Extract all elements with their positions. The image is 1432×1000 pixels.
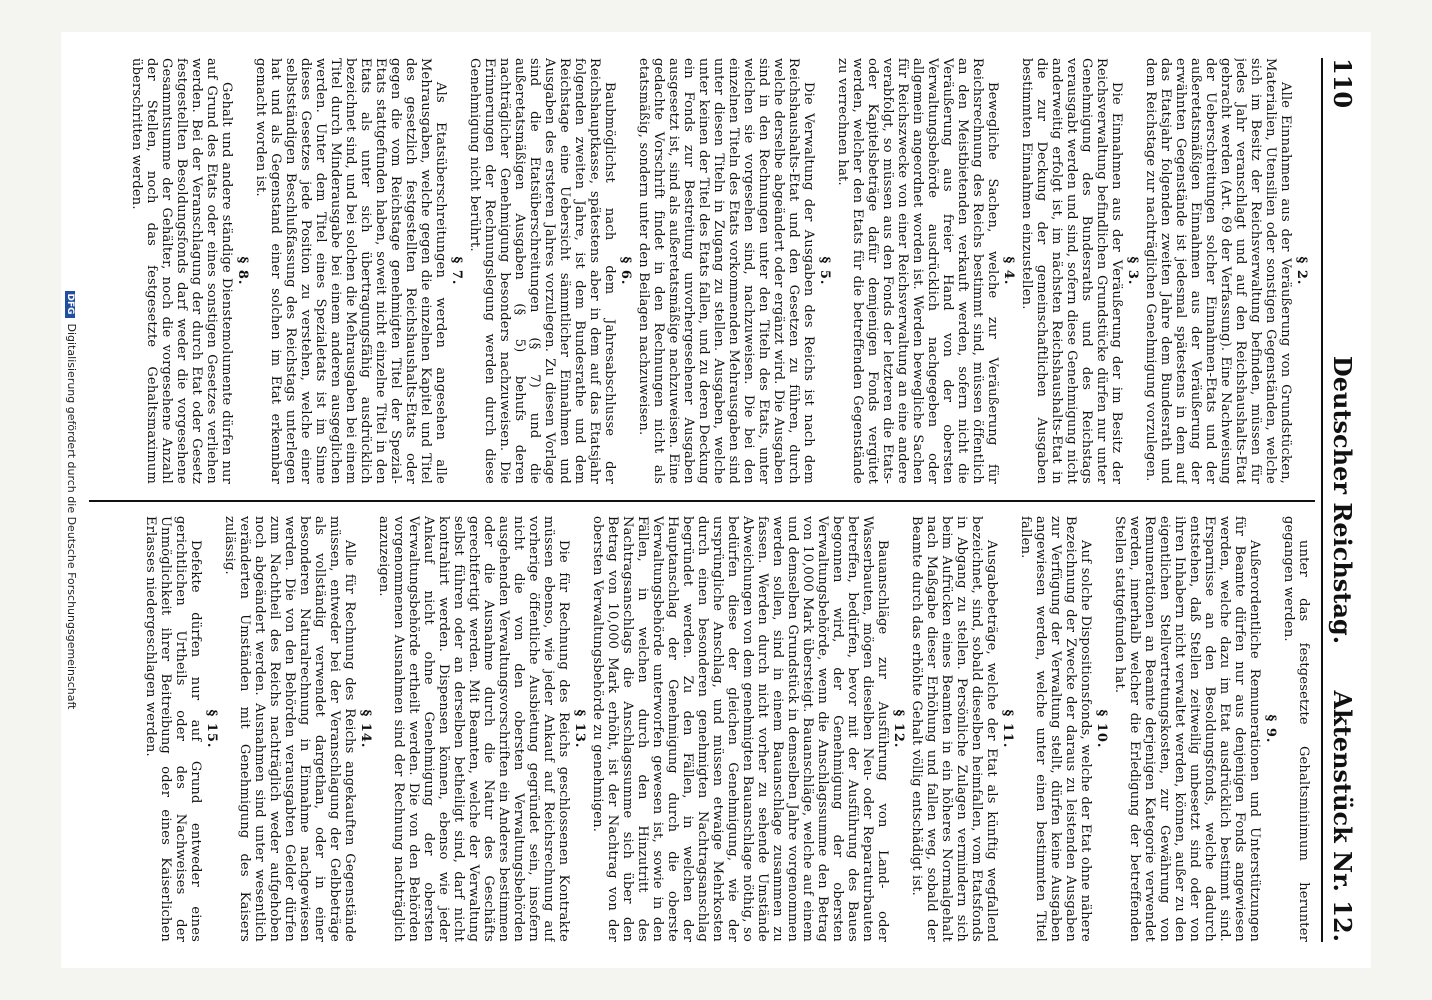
right-column [89,516,1311,942]
section-text: Alle für Rechnung des Reichs angekauften Gegenstände müssen, entweder bei der Veranschlagung der Gelbbeträge als vollständig verwendet dargethan, oder in einer besonderen Naturalrechnung in Einnahme nachgewiesen werden. Die von den Behörden verausgabten Gelder dürfen zum Nachtheil des Reichs nachträglich weder aufgehoben noch abgeändert werden. Ausnahmen sind unter wesentlich veränderten Umständen mit Genehmigung des Kaisers zulässig. [222,516,357,942]
section-heading: § 15. [204,709,219,749]
document-page [61,32,1371,968]
section-heading: § 7. [449,256,464,286]
section-heading: § 3. [1125,256,1140,286]
section-text: Auf solche Dispositionsfonds, welche der Etat ohne nähere Bezeichnung der Zwecke der daraus zu leistenden Ausgaben zur Verfügung der Verwaltung stellt, dürfen keine Ausgaben angewiesen werden, welche unter einen bestimmten Titel fallen. [1018,516,1093,942]
page-footer [65,32,78,968]
dfg-logo: DFG [65,291,75,318]
footer-credit: Digitalisierung gefördert durch die Deutsche Forschungsgemeinschaft [65,323,78,710]
section-heading: § 12. [891,709,906,749]
section-text: Ausgabebeträge, welche der Etat als künftig wegfallend bezeichnet, sind, sobald dieselben heimfallen, vom Etatsfonds in Abgang zu stellen. Persönliche Zulagen vermindern sich beim Aufrücken eines Beamten in ein höheres Normalgehalt nach Maßgabe dieser Erhöhung und fallen weg, sobald der Beamte durch das erhöhte Gehalt völlig entschädigt ist. [909,516,999,942]
section-text: Defekte dürfen nur auf Grund entweder eines gerichtlichen Urtheils oder des Nachweises der Unmöglichkeit ihrer Beitreibung oder eines Kaiserlichen Erlasses niedergeschlagen werden. [143,516,203,942]
section-heading: § 9. [1263,714,1278,744]
section-text: Gehalt und andere ständige Dienstemolumente dürfen nur auf Grund des Etats oder eines sonstigen Gesetzes verliehen werden. Bei der Veranschlagung der durch Etat oder Gesetz festgestellten Besoldungsfonds darf weder die vorgesehene Gesammtsumme der Gehälter, noch die vorgesehene Anzahl der Stellen, noch das festgesetzte Gehaltsmaximum überschritten werden. [129,58,234,484]
page-number: 110 [1328,58,1357,109]
section-heading: § 6. [618,256,633,286]
section-text: Baubmöglichst nach dem Jahresabschlusse der Reichshauptkasse, spätestens aber in dem auf das Etatsjahr folgenden zweiten Jahre, ist dem Bundesrathe und dem Reichstage eine Uebersicht sämmtlicher Einnahmen und Ausgaben des ersteren Jahres vorzulegen. Zu diesen Vorlage sind die Etatsüberschreitungen (§ 7) und die außeretatsmäßigen Ausgaben (§ 5) behufs deren nachträglicher Genehmigung besonders nachzuweisen. Die Erinnerungen der Rechnungslegung werden durch diese Genehmigung nicht berührt. [467,58,617,484]
section-text: Außerordentliche Remunerationen und Unterstützungen für Beamte dürfen nur aus denjenigen Fonds angewiesen werden, welche dazu im Etat ausdrücklich bestimmt sind. Ersparnisse an den Besoldungsfonds, welche dadurch entstehen, daß Stellen zeitweilig unbesetzt sind oder von ihren Inhabern nicht verwaltet werden, können, außer zu den eigentlichen Stellvertretungskosten, zur Gewährung von Remunerationen an Beamte derjenigen Kategorie verwendet werden, innerhalb welcher die Erledigung der betreffenden Stellen stattgefunden hat. [1112,516,1262,942]
section-heading: § 8. [235,256,250,286]
section-heading: § 11. [1000,709,1015,749]
section-text: Die Verwaltung der Ausgaben des Reichs ist nach dem Reichshaushalts-Etat und den Gesetzen zu führen, durch welche derselbe abgeändert oder ergänzt wird. Die Ausgaben sind in den Rechnungen unter den Titeln des Etats, unter welchen sie vorgesehen sind, nachzuweisen. Die bei den einzelnen Titeln des Etats vorkommenden Mehrausgaben sind unter diesen Titeln in Zugang zu stellen. Ausgaben, welche unter keinen der Titel des Etats fallen, und zu deren Deckung ein Fonds zur Bestreitung unvorhergesehener Ausgaben ausgesetzt ist, sind als außeretatsmäßige nachzuweisen. Eine gedachte Vorschrift findet in den Rechnungen nicht als etatsmäßig, sondern unter den Beilagen nachzuweisen. [636,58,816,484]
section-heading: § 13. [572,709,587,749]
section-text: Alle Einnahmen aus der Veräußerung von Grundstücken, Materialien, Utensilien oder sonstigen Gegenständen, welche sich im Besitz der Reichsverwaltung befinden, müssen für jedes Jahr veranschlagt und auf den Reichshaushalts-Etat gebracht werden (Art. 69 der Verfassung). Eine Nachweisung der Ueberschreitungen solcher Einnahmen-Etats und der außeretatsmäßigen Einnahmen aus der Veräußerung der erwähnten Gegenstände ist jedesmal spätestens in dem auf das Etatsjahr folgenden zweiten Jahre dem Bundesrath und dem Reichstage zur nachträglichen Genehmigung vorzulegen. [1143,58,1293,484]
page-header [1317,58,1357,942]
section-text: Die für Rechnung des Reichs geschlossenen Kontrakte müssen ebenso, wie jeder Ankauf auf Reichsrechnung auf vorherige öffentliche Ausbietung gegründet sein, insofern nicht die von den obersten Verwaltungsbehörden ausgehenden Verwaltungsvorschriften ein Anderes bestimmen oder die Ausnahme durch die Natur des Geschäfts gerechtfertigt werden. Mit Beamten, welche der Verwaltung selbst führen oder an derselben betheiligt sind, darf nicht kontrahirt werden. Dispensen können, ebenso wie jeder Ankauf nicht ohne Genehmigung der obersten Verwaltungsbehörde ertheilt werden. Die von den Behörden vorgenommenen Ausnahmen sind der Rechnung nachträglich anzuzeigen. [376,516,571,942]
section-heading: § 2. [1294,256,1309,286]
section-heading: § 10. [1094,709,1109,749]
left-column [89,58,1311,484]
section-heading: § 4. [1001,256,1016,286]
section-text: Die Einnahmen aus der Veräußerung der im Besitz der Reichsverwaltung befindlichen Grundstücke dürfen nur unter Genehmigung des Bundesraths und des Reichstags verausgabt werden und sind, sofern diese Genehmigung nicht anderweitig erfolgt ist, im nächsten Reichshaushalts-Etat in die zur Deckung der gemeinschaftlichen Ausgaben bestimmten Einnahmen einzustellen. [1019,58,1124,484]
header-document-number: Aktenstück Nr. 12. [1328,690,1357,942]
section-heading: § 14. [358,709,373,749]
header-rule [1321,58,1323,942]
section-text: Bewegliche Sachen, welche zur Veräußerung für Reichsrechnung des Reichs bestimmt sind, müssen öffentlich an den Meistbietenden verkauft werden, sofern nicht die Veräußerung aus freier Hand von der obersten Verwaltungsbehörde ausdrücklich nachgegeben oder allgemein angeordnet worden ist. Werden bewegliche Sachen für Reichszwecke von einer Reichsverwaltung an eine andere verabfolgt, so müssen aus den Fonds der letzteren die Etats- oder Kapitelsbeträge dafür demjenigen Fonds vergütet werden, welcher den Etats für die betreffenden Gegenstände zu verrechnen hat. [835,58,1000,484]
section-text: Als Etatsüberschreitungen werden angesehen alle Mehrausgaben, welche gegen die einzelnen Kapitel und Titel des gesetzlich festgestellten Reichshaushalts-Etats oder gegen die vom Reichstage genehmigten Titel der Spezial-Etats stattgefunden haben, soweit nicht einzelne Titel in den Etats als unter sich übertragungsfähig ausdrücklich bezeichnet sind, und bei solchen die Mehrausgaben bei einem Titel durch Minderausgabe bei einem anderen ausgeglichen werden. Unter dem Titel eines Spezialetats ist im Sinne dieses Gesetzes jede Position zu verstehen, welche einer selbstständigen Beschlußfassung des Reichstags unterlegen hat und als Gegenstand einer solchen im Etat erkennbar gemacht worden ist. [253,58,448,484]
section-text: Bauanschläge zur Ausführung von Land- oder Wasserbauten, mögen dieselben Neu- oder Reparaturbauten betreffen, bedürfen, bevor mit der Ausführung des Baues begonnen wird, der Genehmigung der obersten Verwaltungsbehörde, wenn die Anschlagssumme den Betrag von 10,000 Mark übersteigt. Bauanschläge, welche auf einem und demselben Grundstück in demselben Jahre vorgenommen werden sollen, sind in einem Bauanschlage zusammen zu fassen. Werden durch nicht vorher zu sehende Umstände Abweichungen von dem genehmigten Bauanschlage nöthig, so bedürfen diese der gleichen Genehmigung, wie der ursprüngliche Anschlag, und müssen etwaige Mehrkosten durch einen besonderen genehmigten Nachtragsanschlag begründet werden. Zu den Fällen, in welchen der Hauptanschlag der Genehmigung durch die oberste Verwaltungsbehörde unterworfen gewesen ist, sowie in den Fällen, in welchen durch den Hinzutritt des Nachtragsanschlags die Anschlagssumme sich über den Betrag von 10,000 Mark erhöht, ist der Nachtrag von der obersten Verwaltungsbehörde zu genehmigen. [590,516,890,942]
header-title: Deutscher Reichstag. [1328,355,1357,645]
section-text: unter das festgesetzte Gehaltsminimum herunter gegangen werden. [1281,516,1311,942]
section-heading: § 5. [817,256,832,286]
column-divider [89,500,1315,502]
